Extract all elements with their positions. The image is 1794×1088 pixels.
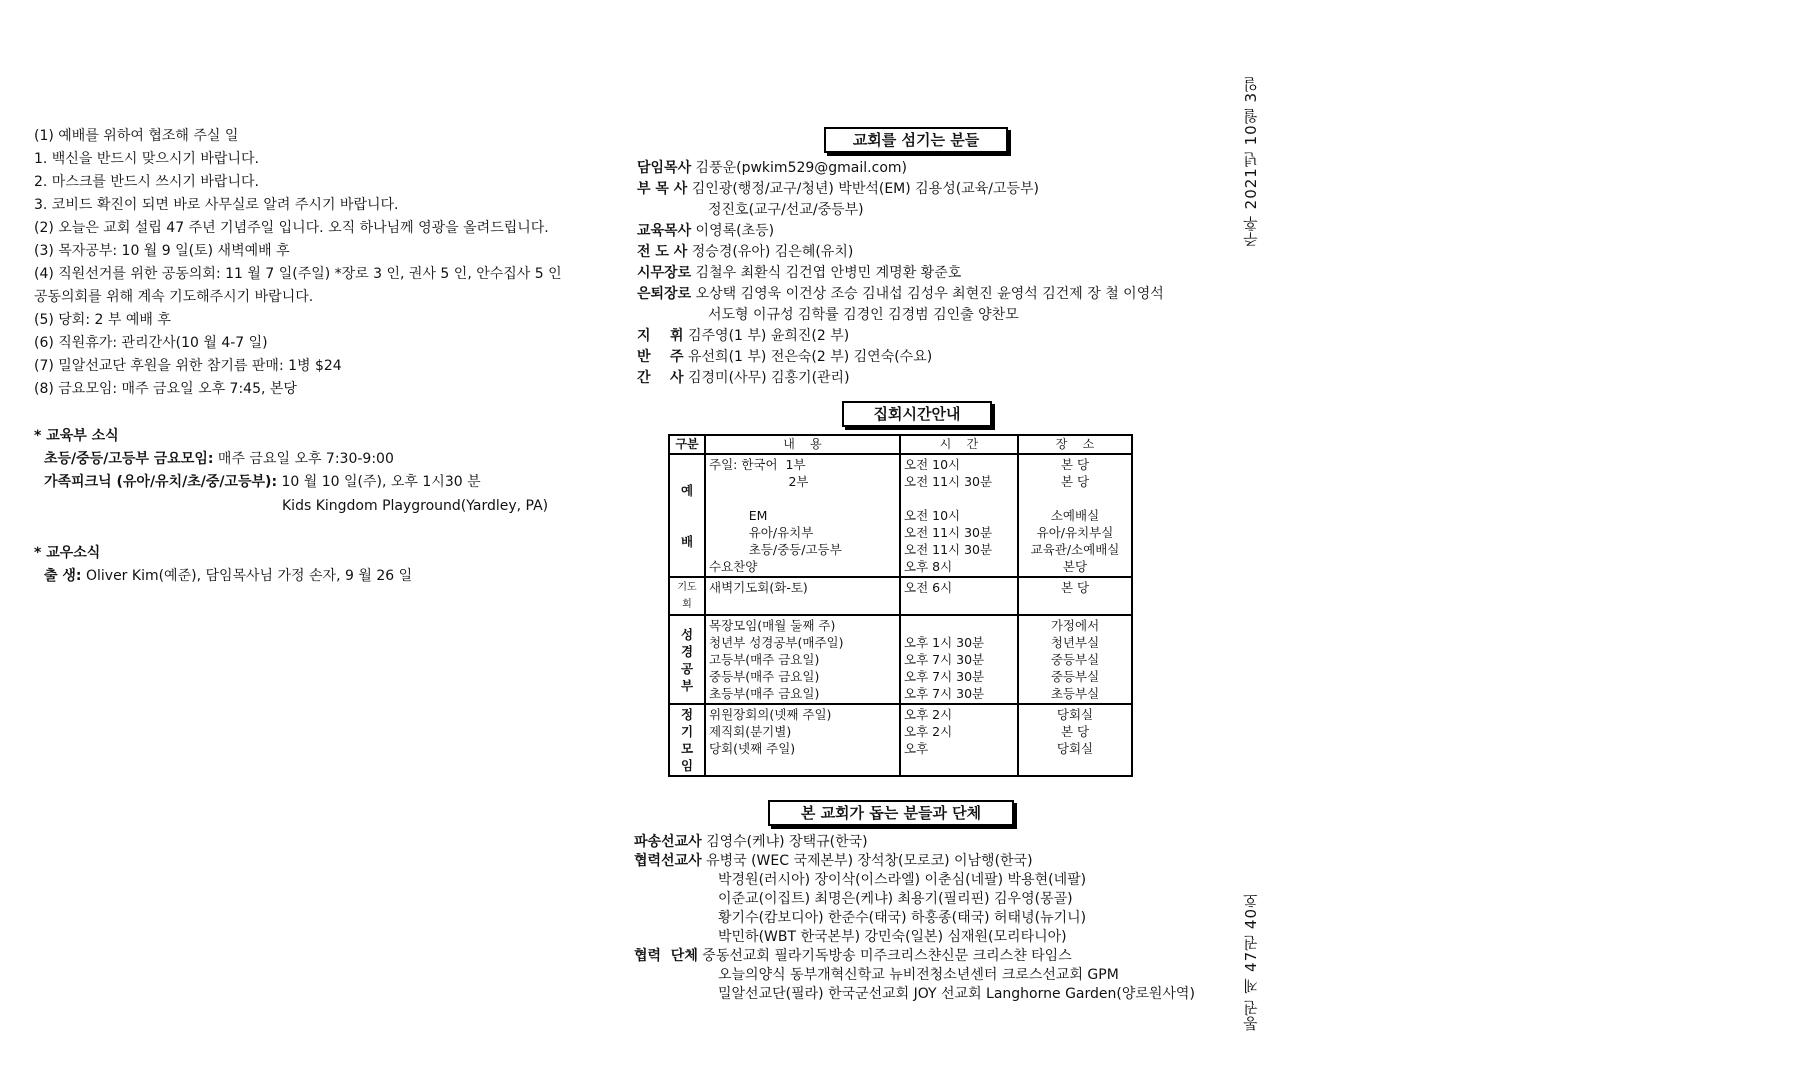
announcement-line: 1. 백신을 반드시 맞으시기 바랍니다. [34,151,259,167]
staff-text: 김경미(사무) 김홍기(관리) [683,370,850,386]
worship-place-item: 본 당 [1060,457,1090,472]
mission-label: 협력선교사 [634,853,702,869]
worship-item [709,490,896,507]
regular-time-item: 오후 2시 [904,707,953,722]
edu-line-2-text: 10 월 10 일(주), 오후 1시30 분 [277,474,481,490]
schedule-table [668,434,1133,777]
edu-line-1 [44,451,394,467]
bible-time-item: 오후 7시 30분 [904,669,985,684]
mission-row [718,872,1086,888]
staff-text: 이영록(초등) [691,223,775,239]
worship-time-item: 오전 10시 [904,508,961,523]
schedule-header-cell: 시 간 [900,435,1018,454]
regular-time [900,704,1018,776]
schedule-header-cell: 내 용 [705,435,900,454]
mission-row [718,929,1067,945]
staff-row [637,286,1164,302]
bible-item: 고등부(매주 금요일) [709,652,820,667]
mission-text: 중동선교회 필라기독방송 미주크리스챤신문 크리스챤 타임스 [697,948,1072,964]
announcement-line: (4) 직원선거를 위한 공동의회: 11 월 7 일(주일) *장로 3 인, 권사 5 인, 안수집사 5 인 [34,266,562,282]
worship-time-item: 오전 10시 [904,457,961,472]
staff-row [637,181,1039,197]
schedule-row-bible [669,615,1132,704]
staff-text: 김철우 최환식 김건엽 안병민 계명환 황준호 [691,265,962,281]
staff-text: 오상택 김영욱 이건상 조승 김내섭 김성우 최현진 윤영석 김건제 장 철 이영석 [691,286,1164,302]
edu-line-1-text: 매주 금요일 오후 7:30-9:00 [213,451,394,467]
bible-time-item [904,617,1014,634]
regular-category: 정 기 모 임 [669,704,705,776]
worship-place-item: 유아/유치부실 [1036,525,1114,540]
schedule-row-worship [669,454,1132,577]
announcement-line: (2) 오늘은 교회 설립 47 주년 기념주일 입니다. 오직 하나님께 영광을 올려드립니다. [34,220,549,236]
staff-row [637,370,850,386]
schedule-header-cell: 구분 [669,435,705,454]
news-label: 출 생: [44,568,82,584]
worship-place-item [1022,490,1128,507]
dawn-place: 본 당 [1018,577,1132,615]
worship-time-item: 오전 11시 30분 [904,525,993,540]
bible-place-item: 가정에서 [1050,618,1100,633]
bible-place-item: 초등부실 [1050,686,1100,701]
bible-place-item: 중등부실 [1050,669,1100,684]
schedule-title: 집회시간안내 [842,401,992,427]
worship-item: 주일: 한국어 1부 [709,457,806,472]
missions-title: 본 교회가 돕는 분들과 단체 [768,800,1014,826]
staff-label: 교육목사 [637,223,692,239]
staff-text: 서도형 이규성 김학률 김경인 김경범 김인출 양찬모 [708,307,1019,323]
regular-item: 위원장회의(넷째 주일) [709,707,832,722]
regular-place [1018,704,1132,776]
regular-content [705,704,900,776]
edu-line-1-label: 초등/중등/고등부 금요모임: [44,451,214,467]
staff-row [637,349,932,365]
staff-label: 시무장로 [637,265,692,281]
regular-item: 당회(넷째 주일) [709,741,796,756]
staff-row [637,244,853,260]
worship-item: 2부 [709,474,809,489]
bible-place-item: 중등부실 [1050,652,1100,667]
worship-category: 예 배 [669,454,705,577]
mission-text: 황기수(캄보디아) 한준수(태국) 하홍종(태국) 허태녕(뉴기니) [718,910,1087,926]
staff-label: 지 휘 [637,328,684,344]
worship-time-item: 오전 11시 30분 [904,474,993,489]
worship-place-item: 본 당 [1060,474,1090,489]
bible-item: 중등부(매주 금요일) [709,669,820,684]
worship-content [705,454,900,577]
mission-label: 파송선교사 [634,834,702,850]
bible-time [900,615,1018,704]
staff-text: 김주영(1 부) 윤희진(2 부) [683,328,850,344]
edu-line-2-label: 가족피크닉 (유아/유치/초/중/고등부): [44,474,278,490]
staff-row [637,223,774,239]
announcement-line: (8) 금요모임: 매주 금요일 오후 7:45, 본당 [34,381,297,397]
regular-place-item: 당회실 [1056,707,1094,722]
announcement-line: (3) 목자공부: 10 월 9 일(토) 새벽예배 후 [34,243,290,259]
mission-row [718,967,1119,983]
staff-text: 김풍운(pwkim529@gmail.com) [691,160,907,176]
worship-time-item: 오전 11시 30분 [904,542,993,557]
bible-item: 초등부(매주 금요일) [709,686,820,701]
staff-text: 정진호(교구/선교/중등부) [708,202,864,218]
worship-item: 초등/중등/고등부 [709,542,842,557]
mission-label: 협력 단체 [634,948,698,964]
mission-text: 김영수(케냐) 장택규(한국) [701,834,868,850]
volume-vertical: 통권 제 47권 40호 [1242,892,1260,1032]
staff-row [637,265,961,281]
regular-item: 제직회(분기별) [709,724,792,739]
staff-label: 간 사 [637,370,684,386]
mission-row [718,910,1086,926]
bible-item: 청년부 성경공부(매주일) [709,635,844,650]
staff-label: 부 목 사 [637,181,688,197]
worship-time [900,454,1018,577]
announcement-line: 2. 마스크를 반드시 쓰시기 바랍니다. [34,174,259,190]
worship-place-item: 본당 [1062,559,1088,574]
dawn-category: 기도회 [669,577,705,615]
staff-label: 전 도 사 [637,244,688,260]
news-header: * 교우소식 [34,545,101,561]
regular-time-item: 오후 [904,741,929,756]
regular-time-item: 오후 2시 [904,724,953,739]
dawn-content: 새벽기도회(화-토) [705,577,900,615]
announcement-line: 공동의회를 위해 계속 기도해주시기 바랍니다. [34,289,314,305]
mission-text: 유병국 (WEC 국제본부) 장석창(모로코) 이남행(한국) [701,853,1033,869]
dawn-time: 오전 6시 [900,577,1018,615]
worship-place-item: 교육관/소예배실 [1030,542,1120,557]
mission-row [634,948,1072,964]
announcement-line: (1) 예배를 위하여 협조해 주실 일 [34,128,239,144]
schedule-header-row [669,435,1132,454]
bible-time-item: 오후 7시 30분 [904,686,985,701]
mission-row [634,853,1033,869]
announcement-line: 3. 코비드 확진이 되면 바로 사무실로 알려 주시기 바랍니다. [34,197,399,213]
staff-text: 정승경(유아) 김은혜(유치) [687,244,854,260]
bible-place [1018,615,1132,704]
schedule-header-cell: 장 소 [1018,435,1132,454]
regular-place-item: 당회실 [1056,741,1094,756]
staff-label: 담임목사 [637,160,692,176]
staff-label: 은퇴장로 [637,286,692,302]
mission-text: 밀알선교단(필라) 한국군선교회 JOY 선교회 Langhorne Garden(양로원사역) [718,986,1195,1002]
staff-row [708,202,864,218]
mission-text: 박민하(WBT 한국본부) 강민숙(일본) 심재원(모리타니아) [718,929,1067,945]
worship-item: EM [709,508,768,523]
staff-text: 김인광(행정/교구/청년) 박반석(EM) 김용성(교육/고등부) [687,181,1040,197]
mission-text: 박경원(러시아) 장이삭(이스라엘) 이춘심(네팔) 박용현(네팔) [718,872,1087,888]
edu-line-2 [44,474,481,490]
bible-category: 성 경 공 부 [669,615,705,704]
announcement-line: (6) 직원휴가: 관리간사(10 월 4-7 일) [34,335,268,351]
worship-time-item: 오후 8시 [904,559,953,574]
bible-place-item: 청년부실 [1050,635,1100,650]
schedule-row-regular [669,704,1132,776]
staff-text: 유선희(1 부) 전은숙(2 부) 김연숙(수요) [683,349,933,365]
bible-time-item: 오후 1시 30분 [904,635,985,650]
staff-row [708,307,1019,323]
announcement-line: (7) 밀알선교단 후원을 위한 참기름 판매: 1병 $24 [34,358,342,374]
staff-title: 교회를 섬기는 분들 [824,127,1008,153]
mission-text: 이준교(이집트) 최명은(케냐) 최용기(필리핀) 김우영(몽골) [718,891,1073,907]
worship-time-item [904,490,1014,507]
news-text: Oliver Kim(예준), 담임목사님 가정 손자, 9 월 26 일 [81,568,413,584]
announcement-line: (5) 당회: 2 부 예배 후 [34,312,171,328]
bible-item: 목장모임(매월 둘째 주) [709,618,836,633]
staff-row [637,328,849,344]
worship-place-item: 소예배실 [1050,508,1100,523]
mission-row [634,834,868,850]
edu-header: * 교육부 소식 [34,428,119,444]
edu-line-3: Kids Kingdom Playground(Yardley, PA) [282,498,549,514]
news-line [44,568,412,584]
bible-time-item: 오후 7시 30분 [904,652,985,667]
worship-item: 수요찬양 [709,559,758,574]
mission-text: 오늘의양식 동부개혁신학교 뉴비전청소년센터 크로스선교회 GPM [718,967,1119,983]
regular-place-item: 본 당 [1060,724,1090,739]
worship-place [1018,454,1132,577]
date-vertical: 주후 2021년 10월 3일 [1242,76,1260,248]
worship-item: 유아/유치부 [709,525,814,540]
schedule-row-dawn [669,577,1132,615]
bible-content [705,615,900,704]
mission-row [718,986,1195,1002]
mission-row [718,891,1073,907]
staff-row [637,160,907,176]
staff-label: 반 주 [637,349,684,365]
